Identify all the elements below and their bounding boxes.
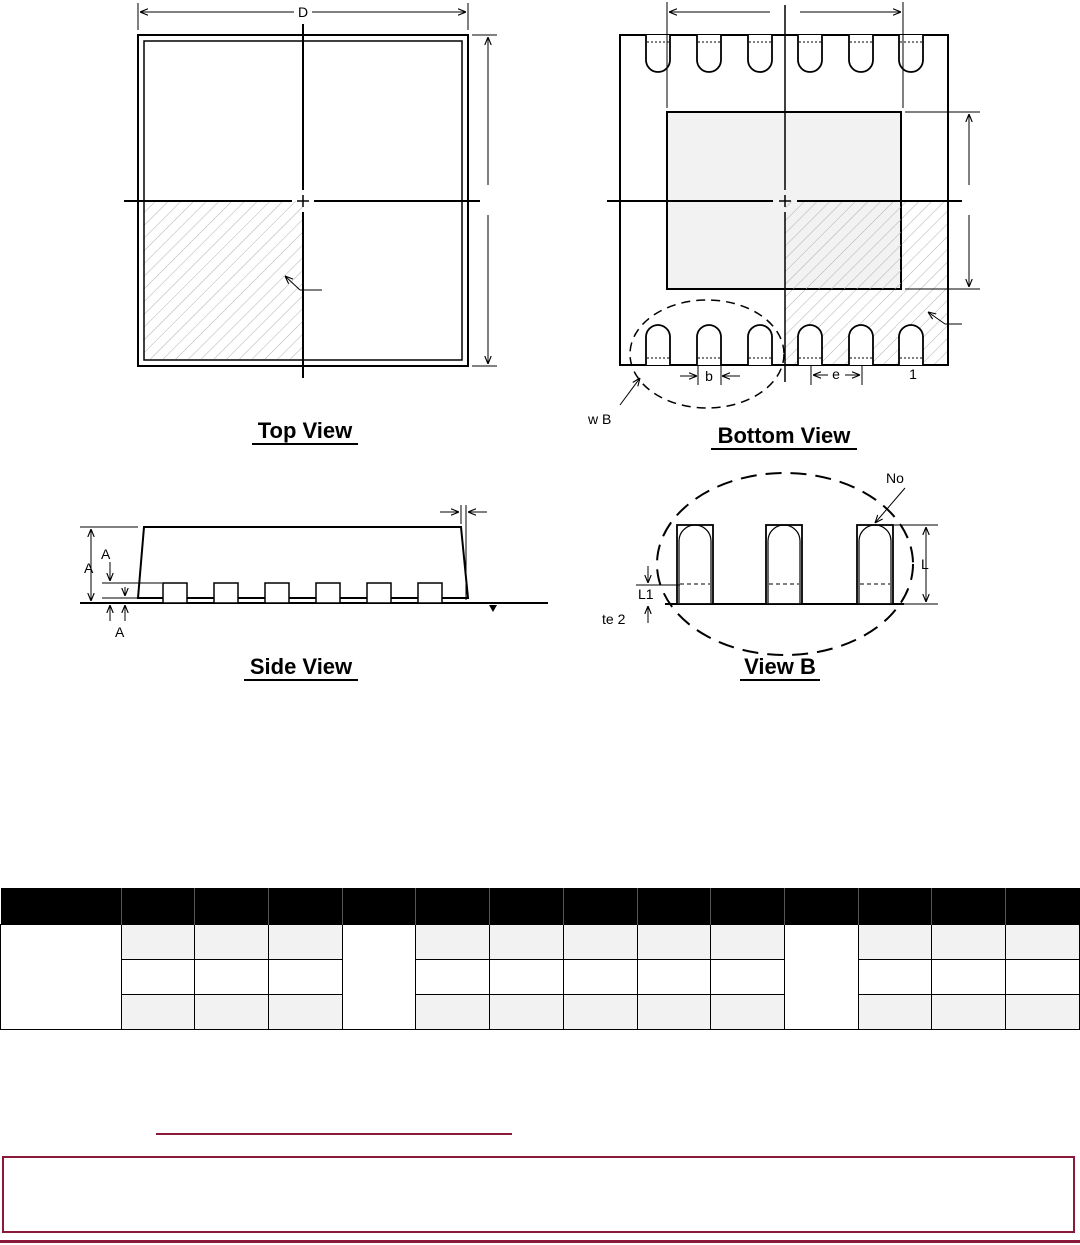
side-lead	[214, 583, 238, 603]
table-cell	[268, 960, 342, 995]
top-view	[124, 3, 497, 444]
header-cell	[858, 888, 932, 925]
table-cell	[195, 960, 269, 995]
dim-a-body-label: A	[101, 546, 111, 562]
pad	[798, 35, 822, 72]
table-cell	[784, 925, 858, 1030]
table-row	[1, 995, 1080, 1030]
table-cell	[195, 995, 269, 1030]
pad	[646, 325, 670, 365]
side-leads	[163, 583, 442, 603]
table-cell	[637, 995, 711, 1030]
table-cell	[563, 960, 637, 995]
header-cell	[416, 888, 490, 925]
dim-l1-label: L1	[638, 586, 654, 602]
table-cell	[711, 925, 785, 960]
footer-rule	[0, 1240, 1080, 1243]
bottom-view-title: Bottom View	[717, 423, 851, 448]
table-cell	[711, 995, 785, 1030]
table-cell	[1, 925, 122, 1030]
header-cell	[121, 888, 195, 925]
view-b-leads	[677, 525, 893, 604]
table-cell	[932, 925, 1006, 960]
side-lead	[265, 583, 289, 603]
table-cell	[1006, 995, 1080, 1030]
table-cell	[932, 960, 1006, 995]
side-lead	[418, 583, 442, 603]
table-cell	[1006, 960, 1080, 995]
header-cell	[637, 888, 711, 925]
note-ref-label: No	[886, 470, 904, 486]
dim-l-label: L	[921, 556, 929, 572]
header-cell	[490, 888, 564, 925]
pad	[748, 325, 772, 365]
header-cell	[711, 888, 785, 925]
table-cell	[563, 925, 637, 960]
dim-e-label: e	[832, 366, 840, 382]
table-cell	[268, 925, 342, 960]
table-cell	[1006, 925, 1080, 960]
table-cell	[490, 960, 564, 995]
table-cell	[121, 960, 195, 995]
top-view-title: Top View	[257, 418, 353, 443]
header-cell	[1, 888, 122, 925]
view-b-lead	[766, 525, 802, 604]
table-row	[1, 925, 1080, 960]
bottom-view	[587, 2, 980, 449]
table-cell	[858, 995, 932, 1030]
table-cell	[490, 925, 564, 960]
table-cell	[416, 960, 490, 995]
dim-a-standoff-label: A	[115, 624, 125, 640]
table-row	[1, 960, 1080, 995]
view-b-lead	[677, 525, 713, 604]
link-underline[interactable]	[156, 1133, 512, 1135]
header-cell	[784, 888, 858, 925]
table-cell	[121, 925, 195, 960]
table-cell	[342, 925, 416, 1030]
dim-a-total-label: A	[84, 560, 94, 576]
table-cell	[932, 995, 1006, 1030]
side-lead	[163, 583, 187, 603]
table-cell	[637, 925, 711, 960]
table-cell	[637, 960, 711, 995]
table-cell	[416, 925, 490, 960]
table-cell	[711, 960, 785, 995]
side-view	[80, 505, 548, 680]
header-cell	[932, 888, 1006, 925]
pad	[899, 325, 923, 365]
header-cell	[342, 888, 416, 925]
table-cell	[490, 995, 564, 1030]
view-b-title: View B	[744, 654, 816, 679]
pad	[849, 35, 873, 72]
header-cell	[195, 888, 269, 925]
header-cell	[268, 888, 342, 925]
table-cell	[858, 925, 932, 960]
table-cell	[195, 925, 269, 960]
pad	[798, 325, 822, 365]
pin-one-label: 1	[909, 366, 917, 382]
dimension-table-header	[1, 888, 1080, 925]
dim-b-label: b	[705, 368, 713, 384]
side-view-title: Side View	[249, 654, 353, 679]
pad	[849, 325, 873, 365]
table-cell	[563, 995, 637, 1030]
top-hatch-quadrant	[143, 201, 303, 359]
table-cell	[121, 995, 195, 1030]
header-cell	[1006, 888, 1080, 925]
pad	[646, 35, 670, 72]
table-cell	[858, 960, 932, 995]
note-box	[2, 1156, 1075, 1233]
side-lead	[367, 583, 391, 603]
view-b-reference: w B	[588, 411, 612, 427]
table-cell	[416, 995, 490, 1030]
note-2-label: te 2	[602, 611, 626, 627]
side-lead	[316, 583, 340, 603]
view-b	[602, 470, 938, 680]
dimension-table	[0, 888, 1080, 1030]
pad	[748, 35, 772, 72]
pad	[697, 35, 721, 72]
header-cell	[563, 888, 637, 925]
bottom-hatch-on-pad	[785, 201, 901, 289]
view-b-lead	[857, 525, 893, 604]
dim-d-label: D	[297, 4, 309, 20]
pad	[697, 325, 721, 365]
table-cell	[268, 995, 342, 1030]
